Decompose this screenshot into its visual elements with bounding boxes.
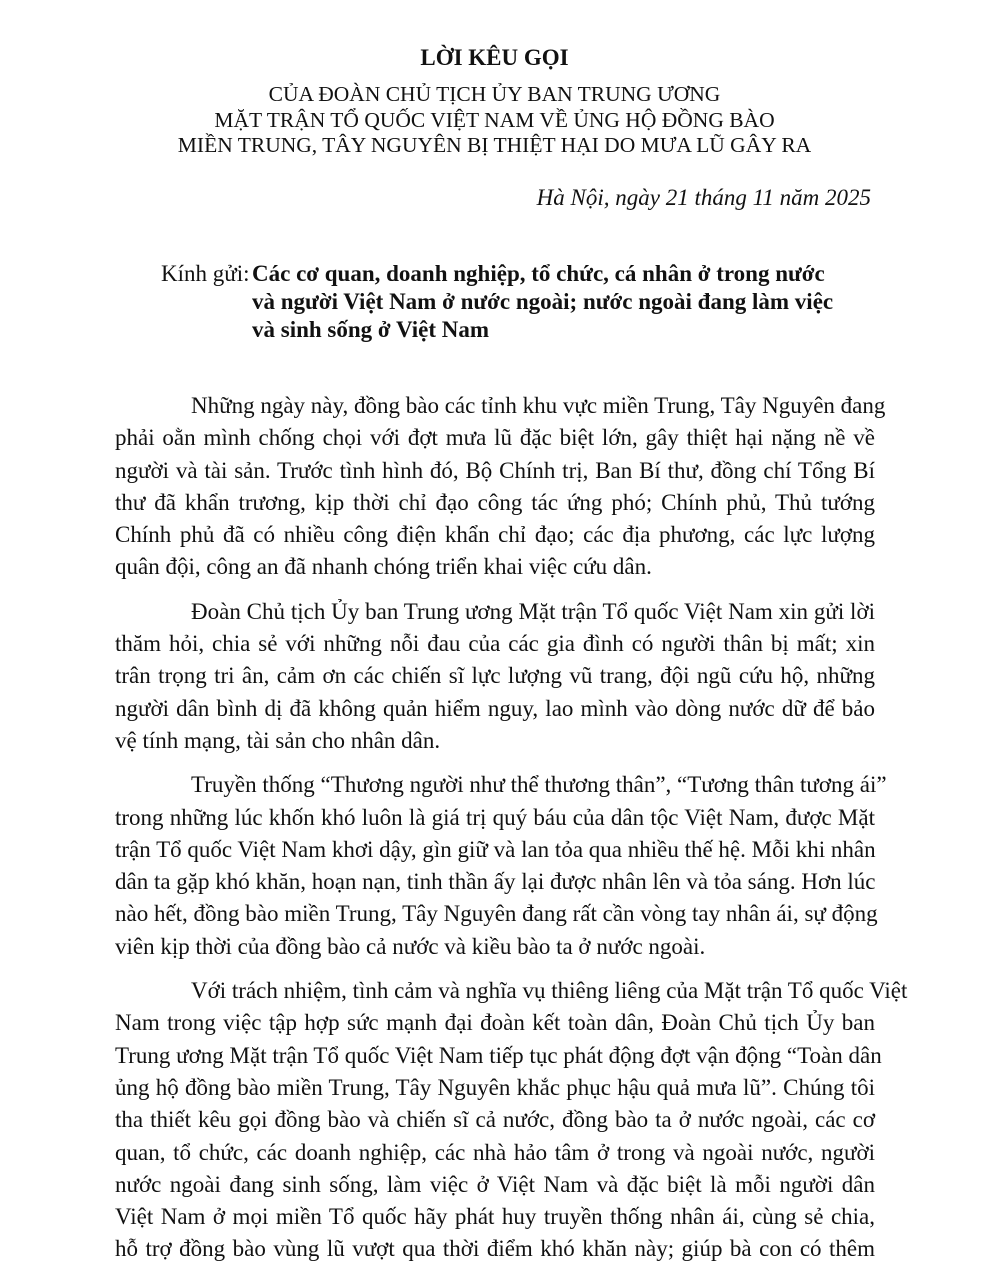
subtitle-line: MIỀN TRUNG, TÂY NGUYÊN BỊ THIỆT HẠI DO MƯA LŨ GÂY RA bbox=[177, 133, 812, 157]
body-text bbox=[115, 390, 908, 1278]
text-line: người dân bình dị đã không quản hiểm nguy, lao mình vào dòng nước dữ để bảo bbox=[115, 695, 875, 721]
subtitle-line: MẶT TRẬN TỔ QUỐC VIỆT NAM VỀ ỦNG HỘ ĐỒNG BÀO bbox=[214, 107, 775, 132]
text-line: vệ tính mạng, tài sản cho nhân dân. bbox=[115, 727, 441, 753]
text-line: phải oằn mình chống chọi với đợt mưa lũ đặc biệt lớn, gây thiệt hại nặng nề về bbox=[115, 425, 875, 451]
text-line: viên kịp thời của đồng bào cả nước và kiều bào ta ở nước ngoài. bbox=[115, 933, 706, 959]
recipient-line: Các cơ quan, doanh nghiệp, tổ chức, cá nhân ở trong nước bbox=[252, 261, 825, 286]
text-line: quân đội, công an đã nhanh chóng triển khai việc cứu dân. bbox=[115, 554, 652, 580]
text-line: Chính phủ đã có nhiều công điện khẩn chỉ đạo; các địa phương, các lực lượng bbox=[115, 522, 875, 548]
text-line: trận Tổ quốc Việt Nam khơi dậy, gìn giữ và lan tỏa qua nhiều thế hệ. Mỗi khi nhân bbox=[115, 836, 876, 862]
text-line: ủng hộ đồng bào miền Trung, Tây Nguyên khắc phục hậu quả mưa lũ”. Chúng tôi bbox=[115, 1074, 875, 1100]
text-line: nào hết, đồng bào miền Trung, Tây Nguyên đang rất cần vòng tay nhân ái, sự động bbox=[115, 901, 878, 927]
paragraph-4 bbox=[115, 975, 908, 1266]
document-title: LỜI KÊU GỌI bbox=[420, 45, 569, 70]
text-line: thăm hỏi, chia sẻ với những nỗi đau của các gia đình có người thân bị mất; xin bbox=[115, 631, 875, 657]
text-line: trong những lúc khốn khó luôn là giá trị quý báu của dân tộc Việt Nam, được Mặt bbox=[115, 804, 875, 830]
paragraph-1 bbox=[115, 390, 886, 584]
text-line: thư đã khẩn trương, kịp thời chỉ đạo công tác ứng phó; Chính phủ, Thủ tướng bbox=[115, 489, 875, 515]
text-line: trân trọng tri ân, cảm ơn các chiến sĩ lực lượng vũ trang, đội ngũ cứu hộ, những bbox=[115, 663, 875, 689]
recipient-line: và sinh sống ở Việt Nam bbox=[252, 317, 490, 342]
text-line: Những ngày này, đồng bào các tỉnh khu vực miền Trung, Tây Nguyên đang bbox=[191, 393, 886, 418]
text-line: quan, tổ chức, các doanh nghiệp, các nhà hảo tâm ở trong và ngoài nước, người bbox=[115, 1139, 875, 1165]
text-line: người và tài sản. Trước tình hình đó, Bộ Chính trị, Ban Bí thư, đồng chí Tổng Bí bbox=[115, 457, 875, 483]
date-line: Hà Nội, ngày 21 tháng 11 năm 2025 bbox=[536, 185, 871, 210]
text-line: dân ta gặp khó khăn, hoạn nạn, tinh thần ấy lại được nhân lên và tỏa sáng. Hơn lúc bbox=[115, 869, 876, 895]
recipient-line: và người Việt Nam ở nước ngoài; nước ngoài đang làm việc bbox=[252, 289, 834, 314]
text-line: hỗ trợ đồng bào vùng lũ vượt qua thời điểm khó khăn này; giúp bà con có thêm bbox=[115, 1236, 875, 1262]
paragraph-2 bbox=[115, 596, 875, 757]
text-line: Truyền thống “Thương người như thể thương thân”, “Tương thân tương ái” bbox=[191, 772, 887, 798]
subtitle-line: CỦA ĐOÀN CHỦ TỊCH ỦY BAN TRUNG ƯƠNG bbox=[268, 82, 721, 106]
text-line: Đoàn Chủ tịch Ủy ban Trung ương Mặt trận Tổ quốc Việt Nam xin gửi lời bbox=[191, 598, 875, 624]
paragraph-3 bbox=[115, 769, 887, 963]
text-line: Nam trong việc tập hợp sức mạnh đại đoàn kết toàn dân, Đoàn Chủ tịch Ủy ban bbox=[115, 1010, 875, 1036]
text-line: nước ngoài đang sinh sống, làm việc ở Việt Nam và đặc biệt là mỗi người dân bbox=[115, 1171, 875, 1197]
text-line: tha thiết kêu gọi đồng bào và chiến sĩ cả nước, đồng bào ta ở nước ngoài, các cơ bbox=[115, 1107, 875, 1133]
document-subtitle bbox=[0, 82, 989, 159]
text-line: Việt Nam ở mọi miền Tổ quốc hãy phát huy truyền thống nhân ái, cùng sẻ chia, bbox=[115, 1204, 875, 1230]
recipients bbox=[252, 260, 872, 344]
text-line: Với trách nhiệm, tình cảm và nghĩa vụ thiêng liêng của Mặt trận Tổ quốc Việt bbox=[191, 978, 908, 1004]
text-line: Trung ương Mặt trận Tổ quốc Việt Nam tiếp tục phát động đợt vận động “Toàn dân bbox=[115, 1042, 882, 1068]
salutation-label: Kính gửi: bbox=[161, 261, 250, 286]
